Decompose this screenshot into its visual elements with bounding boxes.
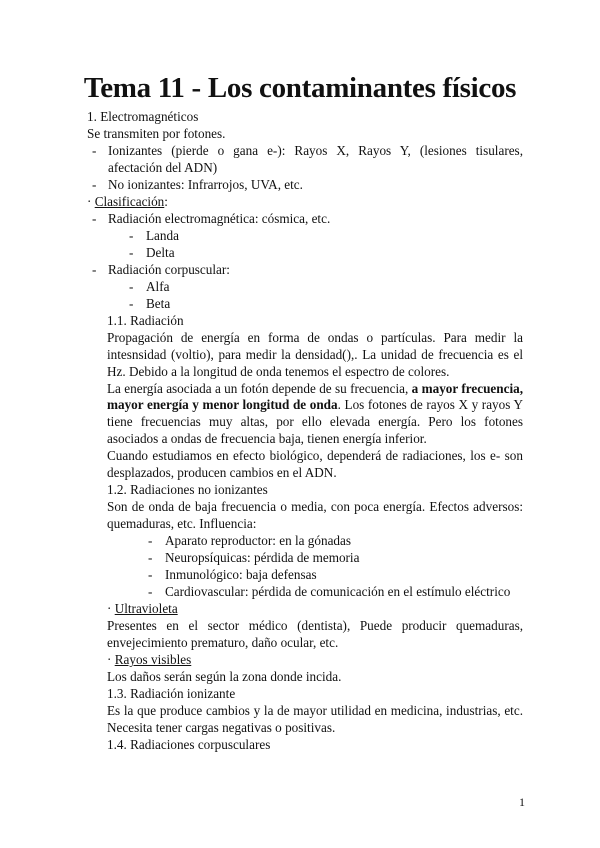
list-item: - Radiación electromagnética: cósmica, etc. xyxy=(87,211,523,228)
subheading-text: Clasificación xyxy=(94,193,165,209)
paragraph: Son de onda de baja frecuencia o media, con poca energía. Efectos adversos: quemaduras, etc. Influencia: xyxy=(107,499,523,532)
subheading-text: Rayos visibles xyxy=(114,652,192,667)
paragraph: Propagación de energía en forma de ondas o partículas. Para medir la intesnsidad (voltio), para medir la densidad(),. La unidad de frecuencia es el Hz. Debido a la longitud de onda tenemos el espectro de colores. xyxy=(107,329,523,379)
section-heading: 1.2. Radiaciones no ionizantes xyxy=(107,482,268,498)
section-heading: 1.1. Radiación xyxy=(107,312,184,328)
bold-text: a mayor frecuencia, mayor energía y menor longitud de onda xyxy=(107,380,523,413)
paragraph: Es la que produce cambios y la de mayor utilidad en medicina, industrias, etc. Necesita tener cargas negativas o positivas. xyxy=(107,702,523,735)
page-number: 1 xyxy=(519,795,525,809)
text: . Los fotones de rayos X y rayos Y tiene frecuencias muy altas, por ello elevada energía. Pero los fotones asociados a ondas de frecuencia baja, tienen energía inferior. xyxy=(107,397,523,447)
subheading-rayos-visibles xyxy=(107,652,523,669)
subheading-text: Ultravioleta xyxy=(114,601,178,617)
sub-list-item: - Delta xyxy=(87,245,523,262)
document-title: Tema 11 - Los contaminantes físicos xyxy=(83,72,517,104)
bullet: · xyxy=(107,601,115,617)
paragraph: Presentes en el sector médico (dentista), Puede producir quemaduras, envejecimiento prematuro, daño ocular, etc. xyxy=(107,618,523,651)
bullet: · xyxy=(107,652,115,667)
document-body xyxy=(87,109,523,754)
paragraph: Los daños serán según la zona donde incida. xyxy=(107,668,342,684)
subheading-ultravioleta xyxy=(107,601,523,618)
section-heading: 1.3. Radiación ionizante xyxy=(107,685,236,701)
colon: : xyxy=(164,193,168,209)
list-item: - Ionizantes (pierde o gana e-): Rayos X, Rayos Y, (lesiones tisulares, afectación del ADN) xyxy=(87,143,523,177)
sub-list-item: - Landa xyxy=(87,228,523,245)
text: La energía asociada a un fotón depende de su frecuencia, xyxy=(107,380,412,396)
sub-list-item: - Alfa xyxy=(87,279,523,296)
list-item: - Neuropsíquicas: pérdida de memoria xyxy=(107,550,523,567)
subheading-clasificacion xyxy=(87,194,523,211)
bullet: · xyxy=(87,193,95,209)
section-heading: 1. Electromagnéticos xyxy=(87,109,199,124)
paragraph xyxy=(107,381,523,449)
list-item: - Radiación corpuscular: xyxy=(87,262,523,279)
paragraph: Cuando estudiamos en efecto biológico, dependerá de radiaciones, los e- son desplazados, producen cambios en el ADN. xyxy=(107,448,523,481)
list-item: - Aparato reproductor: en la gónadas xyxy=(107,533,523,550)
section-heading: 1.4. Radiaciones corpusculares xyxy=(107,736,271,752)
list-item: - Cardiovascular: pérdida de comunicación en el estímulo eléctrico xyxy=(107,584,523,601)
paragraph: Se transmiten por fotones. xyxy=(87,125,226,141)
list-item: - No ionizantes: Infrarrojos, UVA, etc. xyxy=(87,177,523,194)
sub-list-item: - Beta xyxy=(87,296,523,313)
list-item: - Inmunológico: baja defensas xyxy=(107,567,523,584)
